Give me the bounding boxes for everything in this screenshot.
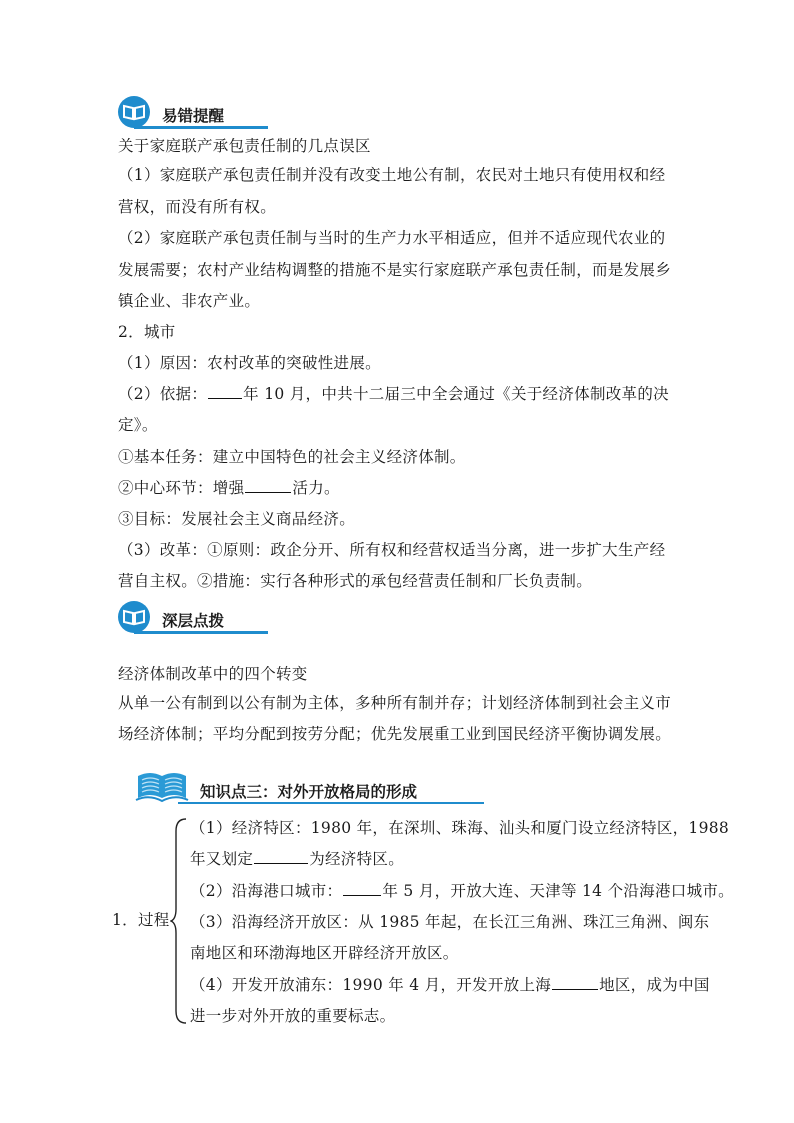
paragraph-line: 营自主权。②措施：实行各种形式的承包经营责任制和厂长负责制。	[118, 572, 593, 590]
process-label: 1．过程	[112, 911, 170, 929]
section-title: 知识点三：对外开放格局的形成	[200, 783, 418, 801]
paragraph-line: （2）家庭联产承包责任制与当时的生产力水平相适应，但并不适应现代农业的	[118, 229, 666, 247]
section-rule	[178, 802, 484, 804]
paragraph-line: （3）改革：①原则：政企分开、所有权和经营权适当分离，进一步扩大生产经	[118, 541, 666, 559]
text-run: 为经济特区。	[309, 850, 405, 868]
section-title: 深层点拨	[162, 612, 225, 630]
text-run: 年又划定	[190, 850, 254, 868]
text-run: 年 5 月，开放大连、天津等 14 个沿海港口城市。	[382, 882, 734, 900]
text-run: 活力。	[292, 479, 340, 497]
paragraph-line	[190, 881, 734, 901]
paragraph-line	[118, 478, 340, 498]
fill-blank	[343, 881, 381, 896]
fill-blank	[254, 849, 308, 864]
paragraph-line: 进一步对外开放的重要标志。	[190, 1007, 396, 1025]
paragraph-line: 镇企业、非农产业。	[118, 292, 261, 310]
section-rule	[134, 631, 268, 634]
subtitle: 关于家庭联产承包责任制的几点误区	[118, 137, 371, 155]
text-run: ②中心环节：增强	[118, 479, 245, 497]
subtitle: 经济体制改革中的四个转变	[118, 665, 308, 683]
text-run: （2）沿海港口城市：	[190, 882, 343, 900]
open-book-icon	[134, 768, 190, 804]
fill-blank	[552, 975, 598, 990]
text-run: （4）开发开放浦东：1990 年 4 月，开发开放上海	[190, 976, 552, 994]
section-header-insight	[118, 601, 268, 635]
paragraph-line: 从单一公有制到以公有制为主体，多种所有制并存；计划经济体制到社会主义市	[118, 694, 672, 712]
section-header-knowledge-point	[134, 768, 494, 806]
paragraph-line: （3）沿海经济开放区：从 1985 年起，在长江三角洲、珠江三角洲、闽东	[190, 913, 710, 931]
paragraph-line	[190, 975, 710, 995]
paragraph-line: 定》。	[118, 416, 158, 434]
fill-blank	[208, 384, 242, 399]
text-run: 地区，成为中国	[599, 976, 710, 994]
heading-city: 2．城市	[118, 323, 176, 341]
paragraph-line: 南地区和环渤海地区开辟经济开放区。	[190, 944, 459, 962]
paragraph-line: 发展需要；农村产业结构调整的措施不是实行家庭联产承包责任制，而是发展乡	[118, 261, 672, 279]
fill-blank	[245, 478, 291, 493]
book-icon	[118, 96, 150, 128]
paragraph-line: 场经济体制；平均分配到按劳分配；优先发展重工业到国民经济平衡协调发展。	[118, 725, 672, 743]
paragraph-line	[118, 384, 669, 404]
section-rule	[134, 126, 268, 129]
paragraph-line: 营权，而没有所有权。	[118, 198, 277, 216]
paragraph-line	[190, 849, 404, 869]
text-run: 年 10 月，中共十二届三中全会通过《关于经济体制改革的决	[243, 385, 669, 403]
section-header-mistakes	[118, 96, 268, 130]
paragraph-line: ③目标：发展社会主义商品经济。	[118, 510, 356, 528]
book-icon	[118, 601, 150, 633]
text-run: （2）依据：	[118, 385, 208, 403]
paragraph-line: （1）家庭联产承包责任制并没有改变土地公有制，农民对土地只有使用权和经	[118, 166, 666, 184]
paragraph-line: （1）原因：农村改革的突破性进展。	[118, 354, 381, 372]
paragraph-line: ①基本任务：建立中国特色的社会主义经济体制。	[118, 448, 466, 466]
section-title: 易错提醒	[162, 107, 225, 125]
brace	[170, 817, 188, 1025]
paragraph-line: （1）经济特区：1980 年，在深圳、珠海、汕头和厦门设立经济特区，1988	[190, 819, 730, 837]
